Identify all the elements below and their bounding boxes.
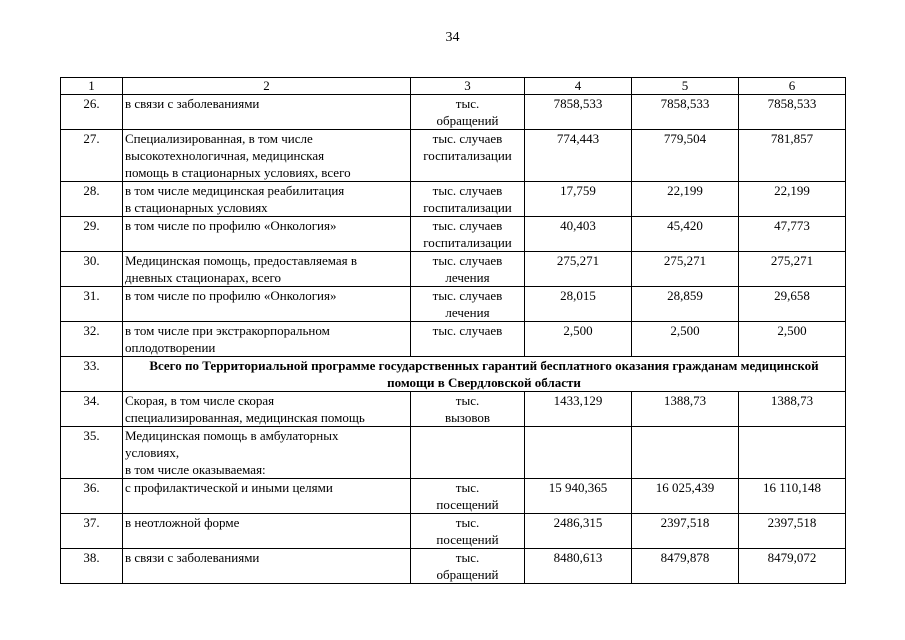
column-number: 6 <box>739 78 846 95</box>
value-year-1: 17,759 <box>525 182 632 217</box>
value-year-2: 2,500 <box>632 322 739 357</box>
row-number: 27. <box>61 130 123 182</box>
row-number: 29. <box>61 217 123 252</box>
row-number: 37. <box>61 514 123 549</box>
column-number: 5 <box>632 78 739 95</box>
unit-of-measure: тыс. случаев госпитализации <box>411 217 525 252</box>
row-number: 35. <box>61 427 123 479</box>
value-year-2: 16 025,439 <box>632 479 739 514</box>
indicator-name: с профилактической и иными целями <box>123 479 411 514</box>
row-number: 38. <box>61 549 123 584</box>
value-year-3 <box>739 427 846 479</box>
indicator-name: Скорая, в том числе скорая специализированная, медицинская помощь <box>123 392 411 427</box>
unit-of-measure: тыс. посещений <box>411 479 525 514</box>
value-year-1: 275,271 <box>525 252 632 287</box>
indicator-name: Медицинская помощь в амбулаторных условиях, в том числе оказываемая: <box>123 427 411 479</box>
row-number: 36. <box>61 479 123 514</box>
value-year-1: 7858,533 <box>525 95 632 130</box>
table-row <box>61 427 846 479</box>
value-year-1: 774,443 <box>525 130 632 182</box>
indicator-name: в том числе по профилю «Онкология» <box>123 287 411 322</box>
value-year-3: 8479,072 <box>739 549 846 584</box>
value-year-1: 8480,613 <box>525 549 632 584</box>
unit-of-measure: тыс. случаев лечения <box>411 252 525 287</box>
unit-of-measure: тыс. обращений <box>411 95 525 130</box>
indicators-table <box>60 77 846 584</box>
unit-of-measure: тыс. случаев <box>411 322 525 357</box>
page-number: 34 <box>445 30 460 45</box>
row-number: 28. <box>61 182 123 217</box>
row-number: 33. <box>61 357 123 392</box>
unit-of-measure: тыс. посещений <box>411 514 525 549</box>
value-year-2: 1388,73 <box>632 392 739 427</box>
table-row <box>61 95 846 130</box>
table-row <box>61 514 846 549</box>
indicator-name: Специализированная, в том числе высокотехнологичная, медицинская помощь в стационарных условиях, всего <box>123 130 411 182</box>
value-year-1: 2,500 <box>525 322 632 357</box>
value-year-3: 2397,518 <box>739 514 846 549</box>
value-year-2 <box>632 427 739 479</box>
unit-of-measure: тыс. вызовов <box>411 392 525 427</box>
value-year-2: 22,199 <box>632 182 739 217</box>
table-row <box>61 322 846 357</box>
indicator-name: Медицинская помощь, предоставляемая в дневных стационарах, всего <box>123 252 411 287</box>
table-row <box>61 182 846 217</box>
unit-of-measure: тыс. случаев госпитализации <box>411 182 525 217</box>
column-number: 1 <box>61 78 123 95</box>
unit-of-measure: тыс. случаев госпитализации <box>411 130 525 182</box>
row-number: 34. <box>61 392 123 427</box>
value-year-2: 45,420 <box>632 217 739 252</box>
value-year-3: 781,857 <box>739 130 846 182</box>
value-year-1: 28,015 <box>525 287 632 322</box>
row-number: 31. <box>61 287 123 322</box>
indicator-name: в том числе по профилю «Онкология» <box>123 217 411 252</box>
value-year-3: 29,658 <box>739 287 846 322</box>
value-year-2: 28,859 <box>632 287 739 322</box>
value-year-2: 779,504 <box>632 130 739 182</box>
value-year-3: 22,199 <box>739 182 846 217</box>
indicator-name: в том числе при экстракорпоральном оплодотворении <box>123 322 411 357</box>
unit-of-measure <box>411 427 525 479</box>
row-number: 32. <box>61 322 123 357</box>
column-number: 2 <box>123 78 411 95</box>
table-row <box>61 392 846 427</box>
row-number: 26. <box>61 95 123 130</box>
table-row <box>61 217 846 252</box>
indicator-name: в неотложной форме <box>123 514 411 549</box>
unit-of-measure: тыс. обращений <box>411 549 525 584</box>
value-year-1: 40,403 <box>525 217 632 252</box>
column-number: 3 <box>411 78 525 95</box>
value-year-1: 15 940,365 <box>525 479 632 514</box>
indicator-name: в связи с заболеваниями <box>123 549 411 584</box>
value-year-3: 275,271 <box>739 252 846 287</box>
section-row <box>61 357 846 392</box>
value-year-3: 47,773 <box>739 217 846 252</box>
table-row <box>61 130 846 182</box>
table-row <box>61 549 846 584</box>
value-year-2: 7858,533 <box>632 95 739 130</box>
value-year-2: 275,271 <box>632 252 739 287</box>
value-year-1: 1433,129 <box>525 392 632 427</box>
table-row <box>61 252 846 287</box>
column-number-row <box>61 78 846 95</box>
value-year-2: 2397,518 <box>632 514 739 549</box>
value-year-1: 2486,315 <box>525 514 632 549</box>
value-year-2: 8479,878 <box>632 549 739 584</box>
table-row <box>61 287 846 322</box>
row-number: 30. <box>61 252 123 287</box>
value-year-3: 1388,73 <box>739 392 846 427</box>
unit-of-measure: тыс. случаев лечения <box>411 287 525 322</box>
value-year-3: 2,500 <box>739 322 846 357</box>
indicator-name: в связи с заболеваниями <box>123 95 411 130</box>
table-row <box>61 479 846 514</box>
value-year-1 <box>525 427 632 479</box>
column-number: 4 <box>525 78 632 95</box>
section-title: Всего по Территориальной программе государственных гарантий бесплатного оказания гражданам медицинской помощи в Свердловской области <box>123 357 846 392</box>
value-year-3: 16 110,148 <box>739 479 846 514</box>
indicator-name: в том числе медицинская реабилитация в стационарных условиях <box>123 182 411 217</box>
value-year-3: 7858,533 <box>739 95 846 130</box>
